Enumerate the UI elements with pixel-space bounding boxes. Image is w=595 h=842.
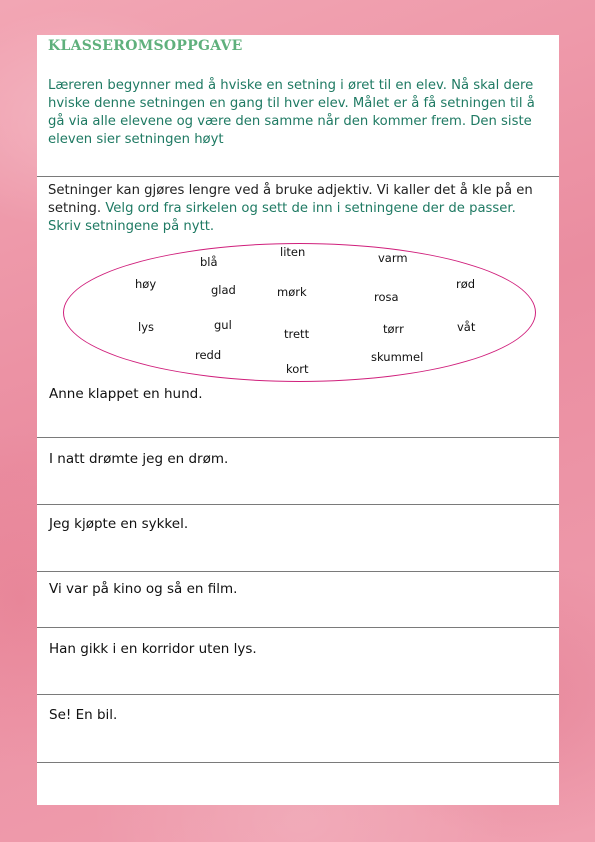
word-redd: redd [195, 348, 222, 362]
word-liten: liten [280, 245, 306, 259]
sentence-6: Se! En bil. [49, 707, 118, 723]
answer-line [37, 504, 559, 505]
answer-line [37, 437, 559, 438]
word-vat: våt [457, 320, 476, 334]
worksheet [37, 35, 559, 805]
answer-line [37, 627, 559, 628]
sentence-5: Han gikk i en korridor uten lys. [49, 641, 257, 657]
instruction-text [48, 182, 548, 236]
divider [37, 176, 559, 177]
word-varm: varm [378, 251, 408, 265]
word-torr: tørr [383, 322, 404, 336]
sentence-3: Jeg kjøpte en sykkel. [49, 516, 189, 532]
word-lys: lys [138, 320, 154, 334]
word-rosa: rosa [374, 290, 399, 304]
answer-line [37, 762, 559, 763]
worksheet-title: KLASSEROMSOPPGAVE [48, 38, 243, 54]
word-bla: blå [200, 255, 218, 269]
word-trett: trett [284, 327, 310, 341]
sentence-1: Anne klappet en hund. [49, 386, 203, 402]
sentence-4: Vi var på kino og så en film. [49, 581, 238, 597]
intro-text: Læreren begynner med å hviske en setning i øret til en elev. Nå skal dere hviske denne setningen en gang til hver elev. Målet er å få setningen til å gå via alle elevene og være den samme når den kommer frem. Den siste eleven sier setningen høyt [48, 78, 535, 147]
word-hoy: høy [135, 277, 157, 291]
word-skummel: skummel [371, 350, 424, 364]
instruction-part2: Velg ord fra sirkelen og sett de inn i setningene der de passer. Skriv setningene på nytt. [48, 201, 516, 234]
word-mork: mørk [277, 285, 307, 299]
answer-line [37, 571, 559, 572]
word-kort: kort [286, 362, 309, 376]
instruction-part1: Setninger kan gjøres lengre ved å bruke adjektiv. Vi kaller det å kle på en setning. [48, 183, 533, 216]
word-gul: gul [214, 318, 232, 332]
answer-line [37, 694, 559, 695]
word-rod: rød [456, 277, 476, 291]
word-glad: glad [211, 283, 236, 297]
sentence-2: I natt drømte jeg en drøm. [49, 451, 229, 467]
